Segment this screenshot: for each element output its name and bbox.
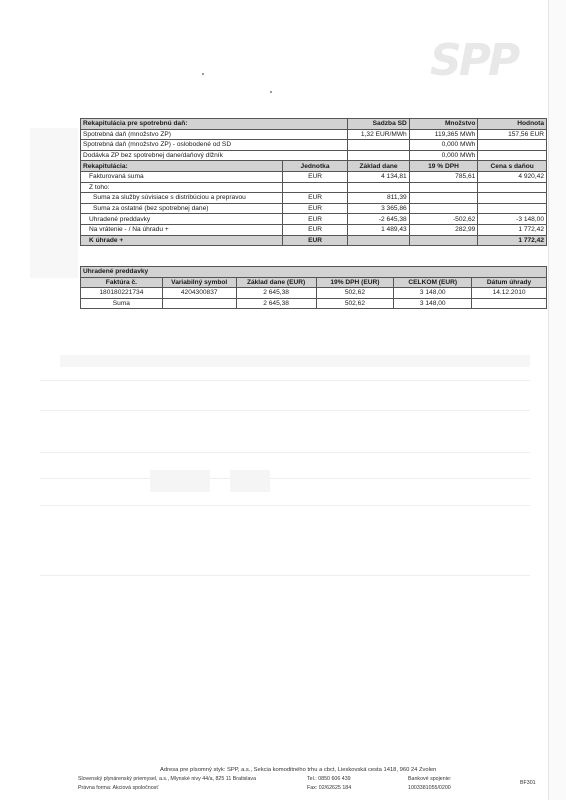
row-base: 4 134,81 — [348, 171, 409, 182]
bleed-through-shade — [60, 355, 530, 367]
payments-header-row — [81, 277, 547, 288]
row-value — [478, 150, 547, 161]
payments-title: Uhradené preddavky — [81, 267, 547, 278]
footer-tel: Tel.: 0850 606 439 — [307, 776, 351, 782]
row-qty: 0,000 MWh — [409, 150, 478, 161]
row-unit: EUR — [282, 224, 348, 235]
table-row — [81, 214, 547, 225]
cell-base: 2 645,38 — [236, 288, 316, 299]
row-vat — [409, 193, 478, 204]
cell-invoice: 180180221734 — [81, 288, 163, 299]
row-base — [348, 235, 409, 246]
cell-total: 3 148,00 — [394, 288, 472, 299]
table-row — [81, 224, 547, 235]
footer-company: Slovenský plynárenský priemysel, a.s., Mlynské nivy 44/a, 825 11 Bratislava — [78, 776, 257, 782]
table-row-total-due — [81, 235, 547, 246]
cell-vat: 502,62 — [316, 298, 394, 309]
bleed-through-shade — [230, 470, 270, 492]
row-label: K úhrade + — [81, 235, 283, 246]
excise-header-label: Rekapitulácia pre spotrebnú daň: — [81, 119, 348, 130]
row-label: Fakturovaná suma — [81, 171, 283, 182]
row-base: 1 489,43 — [348, 224, 409, 235]
cell-vs — [162, 298, 236, 309]
row-qty: 119,365 MWh — [409, 129, 478, 140]
row-label: Suma za ostatné (bez spotrebnej dane) — [81, 203, 283, 214]
row-unit: EUR — [282, 214, 348, 225]
cell-invoice: Suma — [81, 298, 163, 309]
header-total: CELKOM (EUR) — [394, 277, 472, 288]
footer-fax: Fax: 02/62625 184 — [307, 785, 352, 791]
scan-speck — [270, 91, 272, 93]
row-vat: -502,62 — [409, 214, 478, 225]
table-row — [81, 140, 547, 151]
header-vs: Variabilný symbol — [162, 277, 236, 288]
row-total — [478, 193, 547, 204]
table-row — [81, 182, 547, 193]
cell-base: 2 645,38 — [236, 298, 316, 309]
payments-title-row — [81, 267, 547, 278]
row-label: Na vrátenie - / Na úhradu + — [81, 224, 283, 235]
bleed-through-line — [40, 505, 530, 506]
row-label: Uhradené preddavky — [81, 214, 283, 225]
page-edge — [548, 0, 566, 800]
excise-header-value: Hodnota — [478, 119, 547, 130]
row-total: 1 772,42 — [478, 235, 547, 246]
bleed-through-line — [40, 575, 530, 576]
row-vat: 282,99 — [409, 224, 478, 235]
row-base — [348, 182, 409, 193]
row-value — [478, 140, 547, 151]
scan-speck — [202, 73, 204, 75]
row-qty: 0,000 MWh — [409, 140, 478, 151]
recap-header-total: Cena s daňou — [478, 161, 547, 172]
excise-header-qty: Množstvo — [409, 119, 478, 130]
row-unit: EUR — [282, 171, 348, 182]
row-unit: EUR — [282, 193, 348, 204]
table-row — [81, 203, 547, 214]
row-total: -3 148,00 — [478, 214, 547, 225]
footer-bank: Bankové spojenie: — [408, 776, 452, 782]
row-value: 157,56 EUR — [478, 129, 547, 140]
recap-header-base: Základ dane — [348, 161, 409, 172]
recap-header-row — [81, 161, 547, 172]
row-unit: EUR — [282, 203, 348, 214]
row-total — [478, 203, 547, 214]
cell-date: 14.12.2010 — [472, 288, 547, 299]
bleed-through-line — [40, 478, 530, 479]
spp-logo-watermark: SPP — [430, 35, 518, 86]
row-unit: EUR — [282, 235, 348, 246]
recap-header-vat: 19 % DPH — [409, 161, 478, 172]
table-row — [81, 193, 547, 204]
table-row — [81, 171, 547, 182]
row-total — [478, 182, 547, 193]
table-row — [81, 150, 547, 161]
row-vat — [409, 203, 478, 214]
row-base: 3 365,86 — [348, 203, 409, 214]
row-rate — [348, 140, 409, 151]
bleed-through-shade — [30, 128, 78, 278]
row-vat — [409, 182, 478, 193]
footer-code: BF301 — [520, 780, 536, 786]
cell-vs: 4204300837 — [162, 288, 236, 299]
row-base: -2 645,38 — [348, 214, 409, 225]
bleed-through-shade — [150, 470, 210, 492]
recap-header-unit: Jednotka — [282, 161, 348, 172]
row-total: 4 920,42 — [478, 171, 547, 182]
row-rate: 1,32 EUR/MWh — [348, 129, 409, 140]
row-unit — [282, 182, 348, 193]
row-vat: 785,61 — [409, 171, 478, 182]
excise-header-row — [81, 119, 547, 130]
cell-date — [472, 298, 547, 309]
row-vat — [409, 235, 478, 246]
excise-tax-table — [80, 118, 547, 246]
row-label: Z toho: — [81, 182, 283, 193]
table-row — [81, 129, 547, 140]
cell-vat: 502,62 — [316, 288, 394, 299]
row-label: Spotrebná daň (množstvo ZP) - oslobodené od SD — [81, 140, 348, 151]
row-base: 811,39 — [348, 193, 409, 204]
header-date: Dátum úhrady — [472, 277, 547, 288]
row-total: 1 772,42 — [478, 224, 547, 235]
row-label: Suma za služby súvisiace s distribúciou a prepravou — [81, 193, 283, 204]
header-base: Základ dane (EUR) — [236, 277, 316, 288]
advance-payments-table — [80, 266, 547, 309]
row-label: Spotrebná daň (množstvo ZP) — [81, 129, 348, 140]
excise-header-rate: Sadzba SD — [348, 119, 409, 130]
row-rate — [348, 150, 409, 161]
header-vat: 19% DPH (EUR) — [316, 277, 394, 288]
row-label: Dodávka ZP bez spotrebnej dane/daňový dlžník — [81, 150, 348, 161]
table-row — [81, 288, 547, 299]
bleed-through-line — [40, 380, 530, 381]
footer-address: Adresa pre písomný styk: SPP, a.s., Sekcia komoditného trhu a cbct, Lieskovská cesta 1418, 960 24 Zvolen — [160, 767, 437, 773]
table-row — [81, 298, 547, 309]
bleed-through-line — [40, 410, 530, 411]
bleed-through-line — [40, 452, 530, 453]
recap-header-label: Rekapitulácia: — [81, 161, 283, 172]
footer-account: 1003381055/0200 — [408, 785, 451, 791]
footer-legal-form: Právna forma: Akciová spoločnosť — [78, 785, 159, 791]
header-invoice: Faktúra č. — [81, 277, 163, 288]
cell-total: 3 148,00 — [394, 298, 472, 309]
